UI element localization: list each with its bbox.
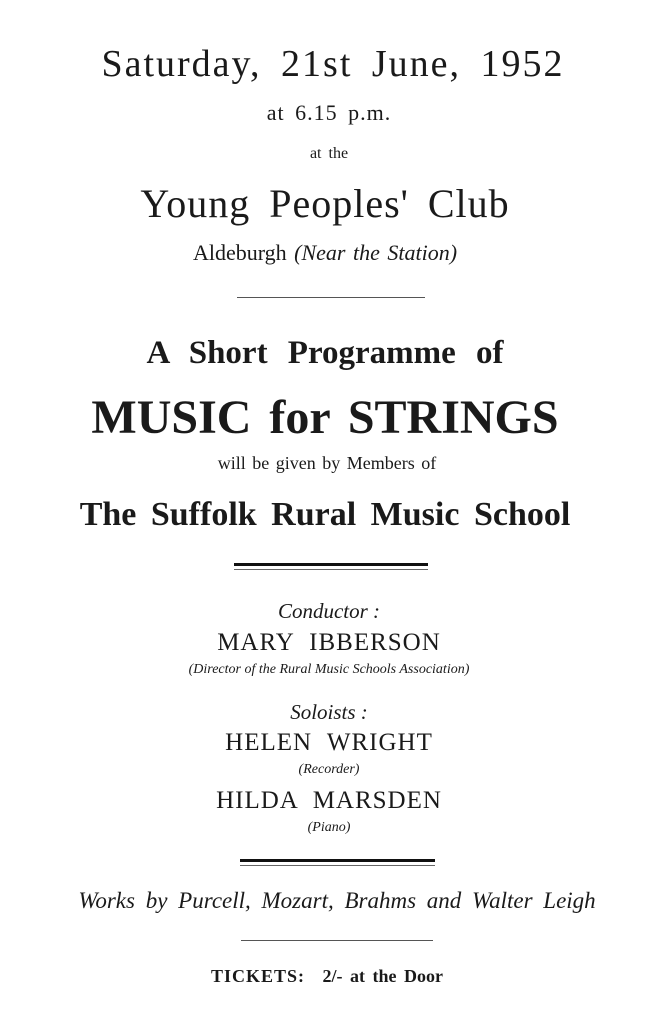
divider-rule-secondary [240,865,435,866]
given-by-text: will be given by Members of [217,453,437,473]
town-name: Aldeburgh [192,240,287,265]
soloist-name: HILDA MARSDEN [216,787,442,814]
soloist-instrument: (Recorder) [298,762,360,777]
venue-name: Young Peoples' Club [140,181,510,226]
divider-rule-secondary [234,569,428,570]
programme-title: MUSIC for STRINGS [91,391,559,444]
divider-rule [237,297,425,298]
school-name: The Suffolk Rural Music School [79,496,571,533]
tickets-label: TICKETS: [210,966,306,986]
event-date: Saturday, 21st June, 1952 [101,43,565,85]
works-list: Works by Purcell, Mozart, Brahms and Walter Leigh [78,888,596,913]
location-note: (Near the Station) [294,240,458,265]
event-time: at 6.15 p.m. [266,100,392,125]
divider-rule [241,940,433,941]
soloist-name: HELEN WRIGHT [225,729,433,756]
programme-heading: A Short Programme of [146,335,504,371]
soloists-label: Soloists : [290,700,368,724]
tickets-price: 2/- at the Door [322,966,443,986]
soloist-instrument: (Piano) [307,820,351,835]
conductor-name: MARY IBBERSON [217,629,441,656]
venue-prefix: at the [309,145,349,162]
conductor-label: Conductor : [277,599,381,623]
tickets-info [2,966,650,987]
conductor-role: (Director of the Rural Music Schools Association) [188,662,470,677]
venue-location [0,240,650,266]
